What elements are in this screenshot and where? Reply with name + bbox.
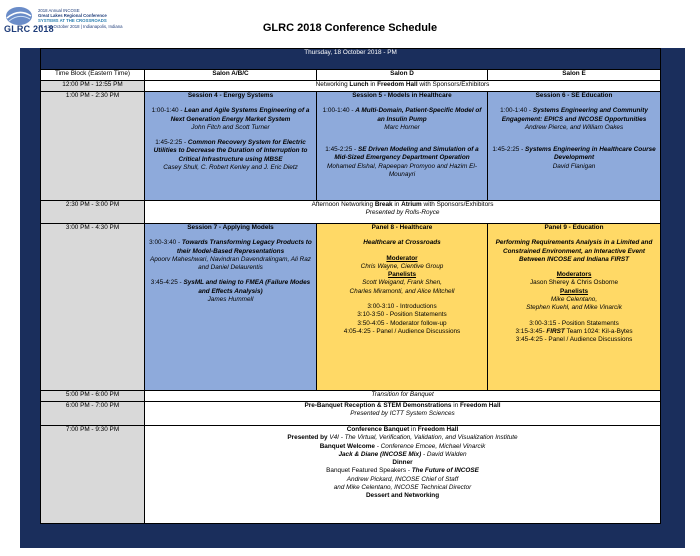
- time-cell-transition: 5:00 PM - 6:00 PM: [41, 391, 145, 402]
- banquet-sponsor: V4I - The Virtual, Verification, Validation, and Visualization Institute: [329, 434, 518, 442]
- talk-time: 1:45-2:25 -: [325, 146, 358, 154]
- column-header-time: Time Block (Eastern Time): [41, 70, 145, 81]
- column-header-salon-d: Salon D: [317, 70, 488, 81]
- page-header: [0, 0, 700, 44]
- reception-cell: [145, 402, 661, 426]
- schedule-table: [40, 48, 661, 524]
- talk-title: Towards Transforming Legacy Products to their Model-Based Representations: [176, 239, 312, 255]
- moderator-label: Moderator: [386, 254, 418, 262]
- session-title: Session 5 - Models in Healthcare: [352, 92, 452, 99]
- banquet-presented-by: Presented by: [287, 434, 330, 442]
- time-cell-banquet: 7:00 PM - 9:30 PM: [41, 426, 145, 524]
- page-title: GLRC 2018 Conference Schedule: [262, 22, 438, 34]
- talk-time: 3:45-4:25 -: [150, 279, 184, 287]
- lunch-cell: [145, 81, 661, 92]
- banquet-title: Conference Banquet: [346, 426, 410, 433]
- banquet-emcee: - Conference Emcee, Michael Vinarcik: [374, 442, 486, 450]
- talk-time: 1:45-2:25 -: [155, 139, 188, 147]
- talk-authors: Casey Shull, C. Robert Kenley and J. Eric Dietz: [163, 164, 298, 172]
- panel-subtitle: Healthcare at Crossroads: [363, 239, 441, 247]
- reception-sponsor: Presented by ICTT System Sciences: [350, 410, 455, 418]
- talk-authors: Apoorv Maheshwari, Navindran Davendralingam, Ali Raz and Daniel Delaurentis: [149, 255, 312, 272]
- break-sponsor: Presented by Rolls-Royce: [365, 209, 440, 217]
- talk-title: Systems Engineering in Healthcare Course Development: [525, 146, 656, 162]
- agenda-team: Team 1024: Kil-a-Bytes: [564, 327, 633, 335]
- logo-wordmark: GLRC 2018: [4, 24, 54, 34]
- lunch-lead: Networking: [315, 81, 350, 88]
- time-cell-lunch: 12:00 PM - 12:55 PM: [41, 81, 145, 92]
- lunch-tail: with Sponsors/Exhibitors: [417, 81, 490, 88]
- agenda-item: 3:50-4:05 - Moderator follow-up: [357, 319, 447, 327]
- reception-title: Pre-Banquet Reception & STEM Demonstrations: [304, 402, 452, 409]
- panel-8-cell: [317, 224, 488, 391]
- agenda-item: 3:00-3:10 - Introductions: [367, 303, 437, 311]
- logo-line-1: 2018 Annual INCOSE: [38, 8, 80, 13]
- panelists-names: Stephen Kuehl, and Mike Vinarcik: [526, 304, 622, 312]
- panel-title: Panel 9 - Education: [544, 224, 604, 231]
- banquet-performer: - David Walden: [421, 450, 467, 458]
- reception-location: Freedom Hall: [460, 402, 501, 409]
- talk-authors: Mohamed Elshal, Rapeepan Promyoo and Hazim El-Mounayri: [327, 162, 477, 179]
- session-6-cell: [488, 92, 661, 201]
- logo-line-4: 17 – 20 October 2018 | Indianapolis, Indiana: [38, 23, 123, 29]
- session-title: Session 4 - Energy Systems: [187, 92, 274, 99]
- break-tail: with Sponsors/Exhibitors: [421, 201, 494, 208]
- agenda-first: FIRST: [546, 327, 565, 335]
- talk-title: Common Recovery System for Electric Utilities to Decrease the Duration of Interruption to Critical Infrastructure using MBSE: [153, 139, 308, 163]
- banquet-song: Jack & Diane (INCOSE Mix): [338, 450, 422, 458]
- panelists-names: Mike Celentano,: [550, 296, 598, 304]
- panelists-names: Charles Miramonti, and Alice Mitchell: [349, 287, 455, 295]
- panelists-label: Panelists: [387, 271, 417, 279]
- column-header-salon-abc: Salon A/B/C: [145, 70, 317, 81]
- talk-authors: Marc Horner: [384, 123, 420, 131]
- banquet-speaker: Andrew Pickard, INCOSE Chief of Staff: [346, 475, 459, 483]
- break-location: Atrium: [401, 201, 422, 208]
- afternoon-break-cell: [145, 201, 661, 224]
- talk-time: 3:00-3:40 -: [149, 239, 182, 247]
- banquet-mid: in: [409, 426, 418, 433]
- agenda-item: 3:45-4:25 - Panel / Audience Discussions: [515, 336, 633, 344]
- banquet-location: Freedom Hall: [417, 426, 459, 433]
- panel-9-cell: [488, 224, 661, 391]
- time-cell-block1: 1:00 PM - 2:30 PM: [41, 92, 145, 201]
- time-cell-block2: 3:00 PM - 4:30 PM: [41, 224, 145, 391]
- schedule-sheet: [20, 48, 685, 548]
- lunch-location: Freedom Hall: [377, 81, 418, 88]
- banquet-welcome: Banquet Welcome: [319, 442, 375, 450]
- talk-title: Systems Engineering and Community Engagement: EPICS and INCOSE Opportunities: [501, 107, 648, 123]
- break-bold: Break: [374, 201, 393, 208]
- session-title: Session 6 - SE Education: [535, 92, 613, 99]
- banquet-speakers-topic: The Future of INCOSE: [411, 467, 479, 475]
- agenda-time: 3:15-3:45-: [515, 327, 547, 335]
- break-mid: in: [392, 201, 402, 208]
- talk-title: Lean and Agile Systems Engineering of a Next Generation Energy Market System: [170, 107, 310, 123]
- panelists-label: Panelists: [559, 287, 589, 295]
- moderators-label: Moderators: [556, 271, 592, 279]
- lunch-mid: in: [368, 81, 378, 88]
- logo-line-2: Great Lakes Regional Conference: [38, 13, 107, 19]
- lunch-bold: Lunch: [349, 81, 369, 88]
- talk-authors: Andrew Pierce, and William Oakes: [524, 123, 624, 131]
- transition-cell: Transition for Banquet: [145, 391, 661, 402]
- talk-time: 1:45-2:25 -: [492, 146, 525, 154]
- moderator-name: Chris Wayne, Cientive Group: [360, 262, 444, 270]
- talk-authors: James Hummell: [207, 296, 254, 304]
- talk-time: 1:00-1:40 -: [500, 107, 533, 115]
- time-cell-reception: 6:00 PM - 7:00 PM: [41, 402, 145, 426]
- time-cell-break: 2:30 PM - 3:00 PM: [41, 201, 145, 224]
- talk-time: 1:00-1:40 -: [151, 107, 185, 115]
- session-5-cell: [317, 92, 488, 201]
- talk-title: SysML and tieing to FMEA (Failure Modes and Effects Analysis): [183, 279, 311, 295]
- session-7-cell: [145, 224, 317, 391]
- banquet-dinner: Dinner: [392, 459, 413, 467]
- banquet-dessert: Dessert and Networking: [365, 492, 440, 500]
- moderators-names: Jason Sherey & Chris Osborne: [529, 279, 619, 287]
- talk-authors: John Fitch and Scott Turner: [191, 123, 270, 131]
- break-lead: Afternoon Networking: [311, 201, 375, 208]
- talk-authors: David Flanigan: [552, 162, 596, 170]
- logo-line-3: SYSTEMS AT THE CROSSROADS: [38, 18, 107, 24]
- session-4-cell: [145, 92, 317, 201]
- talk-title: A Multi-Domain, Patient-Specific Model of an Insulin Pump: [355, 107, 482, 123]
- agenda-item: 4:05-4:25 - Panel / Audience Discussions: [343, 327, 461, 335]
- agenda-item: 3:00-3:15 - Position Statements: [529, 319, 619, 327]
- banquet-speaker: and Mike Celentano, INCOSE Technical Director: [333, 484, 472, 492]
- panelists-names: Scott Weigand, Frank Shen,: [362, 279, 442, 287]
- agenda-item: 3:10-3:50 - Position Statements: [357, 311, 447, 319]
- session-title: Session 7 - Applying Models: [187, 224, 274, 231]
- reception-mid: in: [451, 402, 461, 409]
- day-banner: Thursday, 18 October 2018 - PM: [41, 49, 661, 70]
- panel-title: Panel 8 - Healthcare: [371, 224, 433, 231]
- talk-title: SE Driven Modeling and Simulation of a Mid-Sized Emergency Department Operation: [334, 146, 479, 162]
- talk-time: 1:00-1:40 -: [322, 107, 356, 115]
- column-header-salon-e: Salon E: [488, 70, 661, 81]
- banquet-cell: [145, 426, 661, 524]
- banquet-speakers-label: Banquet Featured Speakers -: [326, 467, 412, 475]
- panel-subtitle: Performing Requirements Analysis in a Limited and Constrained Environment, an Interactive Event Between INCOSE and Indiana FIRST: [495, 239, 653, 263]
